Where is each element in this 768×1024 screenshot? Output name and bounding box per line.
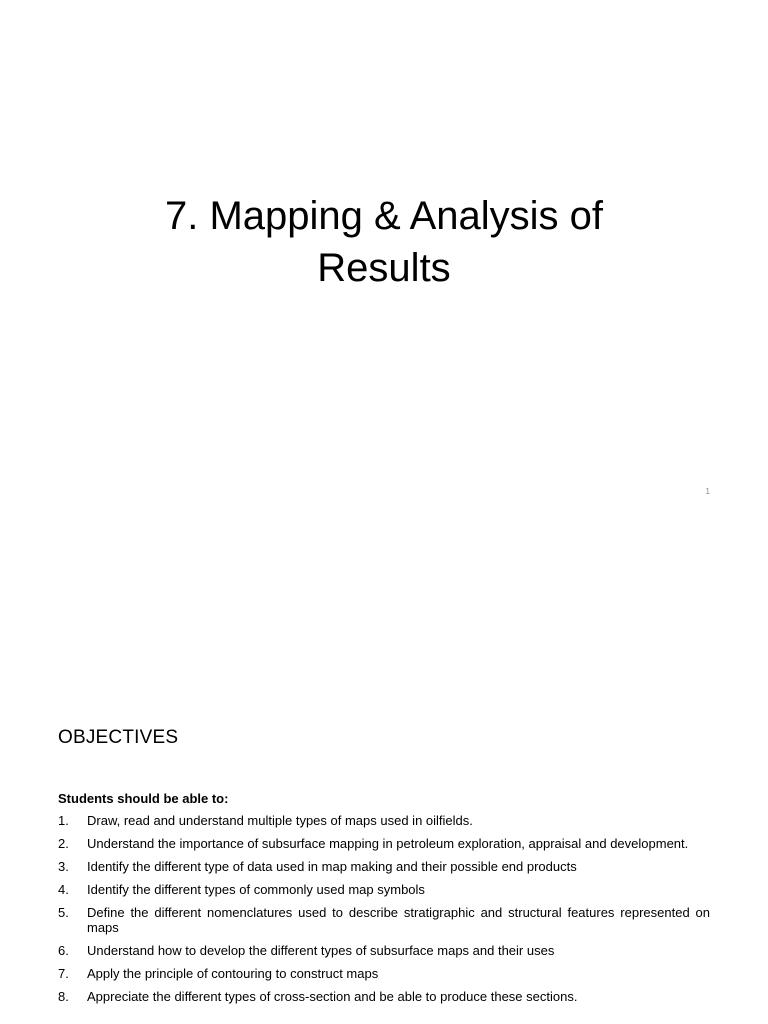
- objective-item: [58, 905, 710, 935]
- objective-number: 2.: [58, 836, 69, 851]
- objective-text: Draw, read and understand multiple types of maps used in oilfields.: [87, 813, 473, 828]
- objective-number: 8.: [58, 989, 69, 1004]
- objective-number: 6.: [58, 943, 69, 958]
- objective-text: Identify the different types of commonly used map symbols: [87, 882, 425, 897]
- objective-item: [58, 943, 710, 958]
- slide-number: 1: [705, 487, 710, 496]
- objective-number: 5.: [58, 905, 69, 920]
- objective-number: 4.: [58, 882, 69, 897]
- objective-item: [58, 813, 710, 828]
- objective-item: [58, 989, 710, 1004]
- objectives-intro: Students should be able to:: [58, 791, 229, 806]
- objective-item: [58, 882, 710, 897]
- slide-title-line1: 7. Mapping & Analysis of: [164, 194, 604, 238]
- objectives-list: [58, 813, 710, 1012]
- objectives-heading: OBJECTIVES: [58, 727, 179, 748]
- objective-text: Understand how to develop the different types of subsurface maps and their uses: [87, 943, 555, 958]
- objectives-slide: [0, 512, 768, 1024]
- objective-number: 3.: [58, 859, 69, 874]
- objective-item: [58, 836, 710, 851]
- objective-text: Identify the different type of data used in map making and their possible end products: [87, 859, 577, 874]
- objective-item: [58, 966, 710, 981]
- objective-text: Define the different nomenclatures used to describe stratigraphic and structural features represented on maps: [87, 905, 710, 935]
- slide-title: [0, 190, 768, 294]
- objective-number: 7.: [58, 966, 69, 981]
- objective-number: 1.: [58, 813, 69, 828]
- objective-text: Appreciate the different types of cross-section and be able to produce these sections.: [87, 989, 578, 1004]
- objective-item: [58, 859, 710, 874]
- slide-title-line2: Results: [317, 246, 451, 290]
- objective-text: Understand the importance of subsurface mapping in petroleum exploration, appraisal and development.: [87, 836, 689, 851]
- objective-text: Apply the principle of contouring to construct maps: [87, 966, 379, 981]
